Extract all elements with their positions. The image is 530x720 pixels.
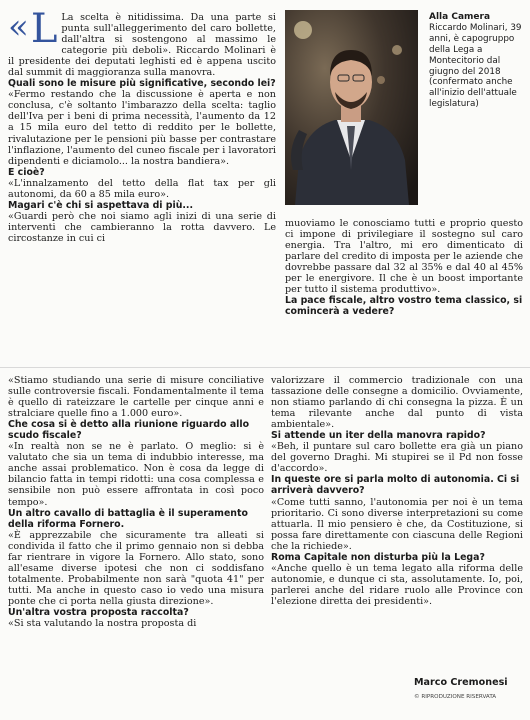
intro-text: La scelta è nitidissima. Da una parte si punta sull'alleggerimento del caro bollette, dall'altra si sostengono al massimo le categorie più deboli». Riccardo Molinari è il presidente dei deputati leghisti ed è appena uscito dal summit di maggioranza sulla manovra.	[8, 12, 276, 79]
answer: «Si sta valutando la nostra proposta di	[8, 618, 197, 630]
answer: «In realtà non se ne è parlato. O meglio: si è valutato che sia un tema di indubbio interesse, ma anche assai problematico. Non è cosa da legge di bilancio fatta in tempi ridotti: una cosa complessa e sensibile non può essere affrontata in così poco tempo».	[8, 441, 264, 508]
question: Che cosa si è detto alla riunione riguardo allo scudo fiscale?	[8, 419, 250, 442]
answer: muoviamo le conosciamo tutti e proprio questo ci impone di privilegiare il sostegno sul caro energia. Tra l'altro, mi ero dimenticato di parlare del credito di imposta per le aziende che dovrebbe passare dal 32 al 35% e dal 40 al 45% per le energivore. Il che è un boost importante per tutto il sistema produttivo».	[285, 218, 523, 296]
question: In queste ore si parla molto di autonomia. Ci si arriverà davvero?	[271, 474, 520, 497]
question: Magari c'è chi si aspettava di più...	[8, 199, 194, 211]
portrait-photo	[285, 10, 418, 205]
answer: «L'innalzamento del tetto della flat tax per gli autonomi, da 60 a 85 mila euro».	[8, 177, 276, 200]
copyright-notice: © RIPRODUZIONE RISERVATA	[414, 694, 497, 700]
answer: «È apprezzabile che sicuramente tra alleati si condivida il fatto che il primo gennaio non si debba far rientrare in vigore la Fornero. Allo stato, sono all'esame diverse ipotesi che non ci soddisfano totalmente. Probabilmente non sarà "quota 41" per tutti. Ma anche in questo caso io vedo una misura ponte che ci porta nella giusta direzione».	[8, 529, 264, 607]
question: Roma Capitale non disturba più la Lega?	[271, 551, 485, 563]
bottom-column-left	[8, 375, 264, 629]
caption-text: Riccardo Molinari, 39 anni, è capogruppo della Lega a Montecitorio dal giugno del 2018 (confermato anche all'inizio dell'attuale legislatura)	[429, 22, 522, 110]
question: Un'altra vostra proposta raccolta?	[8, 606, 189, 618]
answer: valorizzare il commercio tradizionale con una tassazione delle consegne a domicilio. Ovviamente, non stiamo parlando di chi consegna la pizza. È un tema rilevante anche dal punto di vista ambientale».	[271, 375, 523, 431]
question: Un altro cavallo di battaglia è il superamento della riforma Fornero.	[8, 507, 248, 530]
portrait-illustration	[285, 10, 418, 205]
answer: «Fermo restando che la discussione è aperta e non conclusa, c'è soltanto l'imbarazzo della scelta: taglio dell'Iva per i beni di prima necessità, l'aumento da 12 a 15 mila euro del tetto di reddito per le bollette, rivalutazione per le pensioni più basse per contrastare l'inflazione, l'aumento del cuneo fiscale per i lavoratori dipendenti e diciamolo... la nostra bandiera».	[8, 89, 276, 167]
top-column-right	[285, 218, 523, 317]
top-column-left	[8, 6, 276, 244]
quote-mark-icon: «	[8, 7, 29, 47]
bottom-column-right	[271, 375, 523, 607]
answer: «Beh, il puntare sul caro bollette era già un piano del governo Draghi. Mi stupirei se il Pd non fosse d'accordo».	[271, 441, 523, 475]
article-intro	[8, 6, 276, 79]
answer: «Come tutti sanno, l'autonomia per noi è un tema prioritario. Ci sono diverse interpretazioni su come attuarla. Il mio pensiero è che, da Costituzione, si possa fare direttamente con ciascuna delle Regioni che la richiede».	[271, 496, 523, 552]
answer: «Stiamo studiando una serie di misure conciliative sulle controversie fiscali. Fondamentalmente il tema è quello di rateizzare le cartelle per cinque anni e stralciare quelle fino a 1.000 euro».	[8, 375, 264, 420]
drop-cap: L	[30, 6, 58, 52]
caption-title: Alla Camera	[429, 12, 491, 22]
question: Si attende un iter della manovra rapido?	[271, 430, 486, 442]
answer: «Anche quello è un tema legato alla riforma delle autonomie, e dunque ci sta, assolutamente. Io, poi, parlerei anche del ridare ruolo alle Province con l'elezione diretta dei presidenti».	[271, 562, 523, 607]
byline-author: Marco Cremonesi	[414, 677, 508, 688]
question: E cioè?	[8, 166, 45, 178]
question: La pace fiscale, altro vostro tema classico, si comincerà a vedere?	[285, 295, 523, 318]
section-divider	[0, 367, 530, 368]
answer: «Guardi però che noi siamo agli inizi di una serie di interventi che cambieranno la rotta davvero. Le circostanze in cui ci	[8, 210, 276, 244]
question: Quali sono le misure più significative, secondo lei?	[8, 78, 276, 90]
photo-caption	[429, 12, 525, 110]
